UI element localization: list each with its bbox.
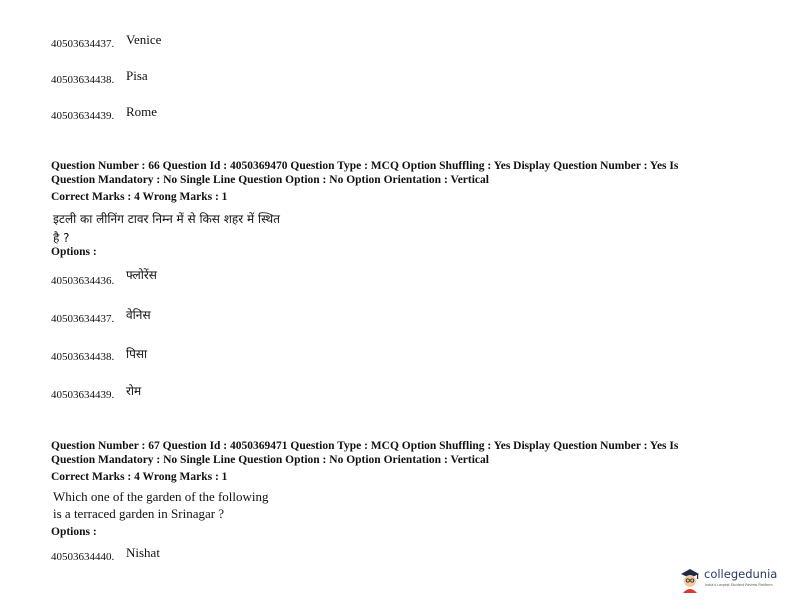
option-number: 40503634437. bbox=[51, 38, 115, 50]
option-number: 40503634440. bbox=[51, 551, 115, 563]
logo-tagline: India's Largest Student Review Platform bbox=[705, 583, 773, 587]
question-meta: Question Number : 66 Question Id : 4050369470 Question Type : MCQ Option Shuffling : Yes Display Question Number : Yes Is bbox=[51, 160, 679, 172]
options-label: Options : bbox=[51, 246, 97, 258]
option-text: Venice bbox=[126, 32, 162, 47]
question-meta: Question Mandatory : No Single Line Question Option : No Option Orientation : Vertical bbox=[51, 454, 489, 466]
option-text: Pisa bbox=[126, 68, 148, 83]
question-marks: Correct Marks : 4 Wrong Marks : 1 bbox=[51, 191, 228, 203]
option-text: फ्लोरेंस bbox=[126, 268, 157, 282]
question-meta: Question Number : 67 Question Id : 4050369471 Question Type : MCQ Option Shuffling : Yes Display Question Number : Yes Is bbox=[51, 440, 679, 452]
question-text: है ? bbox=[53, 231, 70, 245]
option-number: 40503634438. bbox=[51, 351, 115, 363]
option-number: 40503634437. bbox=[51, 313, 115, 325]
option-number: 40503634438. bbox=[51, 74, 115, 86]
question-marks: Correct Marks : 4 Wrong Marks : 1 bbox=[51, 471, 228, 483]
option-text: रोम bbox=[126, 384, 142, 398]
question-meta: Question Mandatory : No Single Line Question Option : No Option Orientation : Vertical bbox=[51, 174, 489, 186]
collegedunia-logo bbox=[678, 563, 778, 595]
student-mascot-icon bbox=[678, 565, 702, 593]
question-text: इटली का लीनिंग टावर निम्न में से किस शहर में स्थित bbox=[53, 212, 281, 226]
question-text: Which one of the garden of the following bbox=[53, 489, 269, 504]
option-text: Nishat bbox=[126, 545, 160, 560]
question-text: is a terraced garden in Srinagar ? bbox=[53, 506, 225, 521]
option-text: पिसा bbox=[126, 347, 148, 361]
option-number: 40503634436. bbox=[51, 275, 115, 287]
option-number: 40503634439. bbox=[51, 389, 115, 401]
option-number: 40503634439. bbox=[51, 110, 115, 122]
option-text: वेनिस bbox=[126, 308, 151, 322]
logo-wordmark: collegedunia bbox=[704, 567, 778, 581]
option-text: Rome bbox=[126, 104, 158, 119]
options-label: Options : bbox=[51, 526, 97, 538]
